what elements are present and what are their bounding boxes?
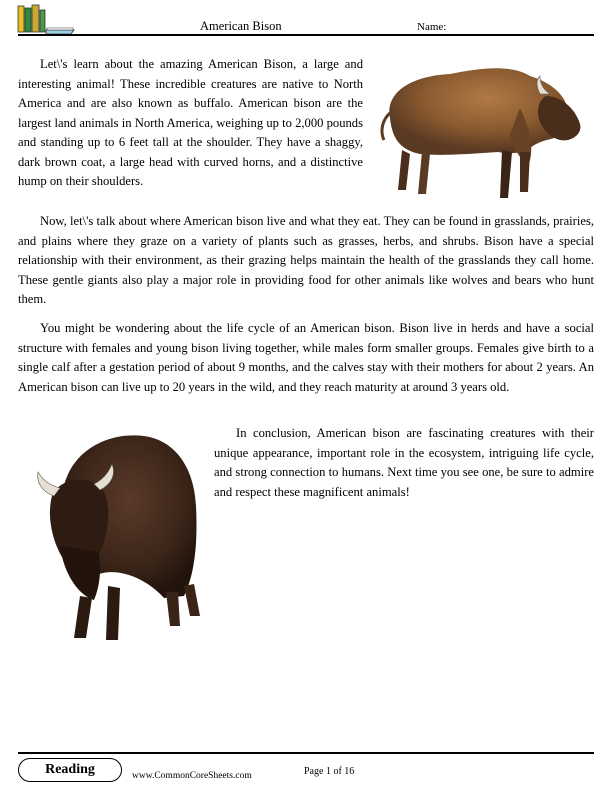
bison-photo-front bbox=[24, 426, 210, 650]
website-link[interactable]: www.CommonCoreSheets.com bbox=[132, 771, 252, 781]
paragraph-habitat: Now, let\'s talk about where American bison live and what they eat. They can be found in grasslands, prairies, and plains where they graze on a variety of plants such as grasses, herbs, and shrubs. Bison have a special relationship with their environment, as their grazing helps maintain the health of the grasslands they call home. These gentle giants also play a major role in providing food for other animals like wolves and bears who hunt them. bbox=[18, 214, 594, 306]
name-label: Name: bbox=[417, 21, 447, 33]
reading-badge: Reading bbox=[18, 758, 122, 782]
page-title: American Bison bbox=[200, 19, 282, 33]
paragraph-life-cycle: You might be wondering about the life cycle of an American bison. Bison live in herds and have a social structure with females and young bison living together, while males form smaller groups. Females give birth to a single calf after a gestation period of about 9 months, and the calves stay with their mothers for about 2 years. An American bison can live up to 20 years in the wild, and they reach maturity at around 3 years old. bbox=[18, 321, 594, 394]
header-divider bbox=[18, 34, 594, 36]
page-number: Page 1 of 16 bbox=[304, 766, 355, 777]
bison-photo-side bbox=[370, 58, 586, 210]
paragraph-conclusion: In conclusion, American bison are fascinating creatures with their unique appearance, important role in the ecosystem, intriguing life cycle, and strong connection to humans. Next time you see one, be sure to admire and respect these magnificent animals! bbox=[214, 426, 594, 499]
paragraph-intro: Let\'s learn about the amazing American Bison, a large and interesting animal! These incredible creatures are native to North America and are also known as buffalo. American bison are the largest land animals in North America, weighing up to 2,000 pounds and standing up to 6 feet tall at the shoulder. They have a shaggy, dark brown coat, a large head with curved horns, and a distinctive hump on their shoulders. bbox=[18, 57, 363, 188]
books-logo-icon bbox=[16, 4, 76, 36]
footer-divider bbox=[18, 752, 594, 754]
